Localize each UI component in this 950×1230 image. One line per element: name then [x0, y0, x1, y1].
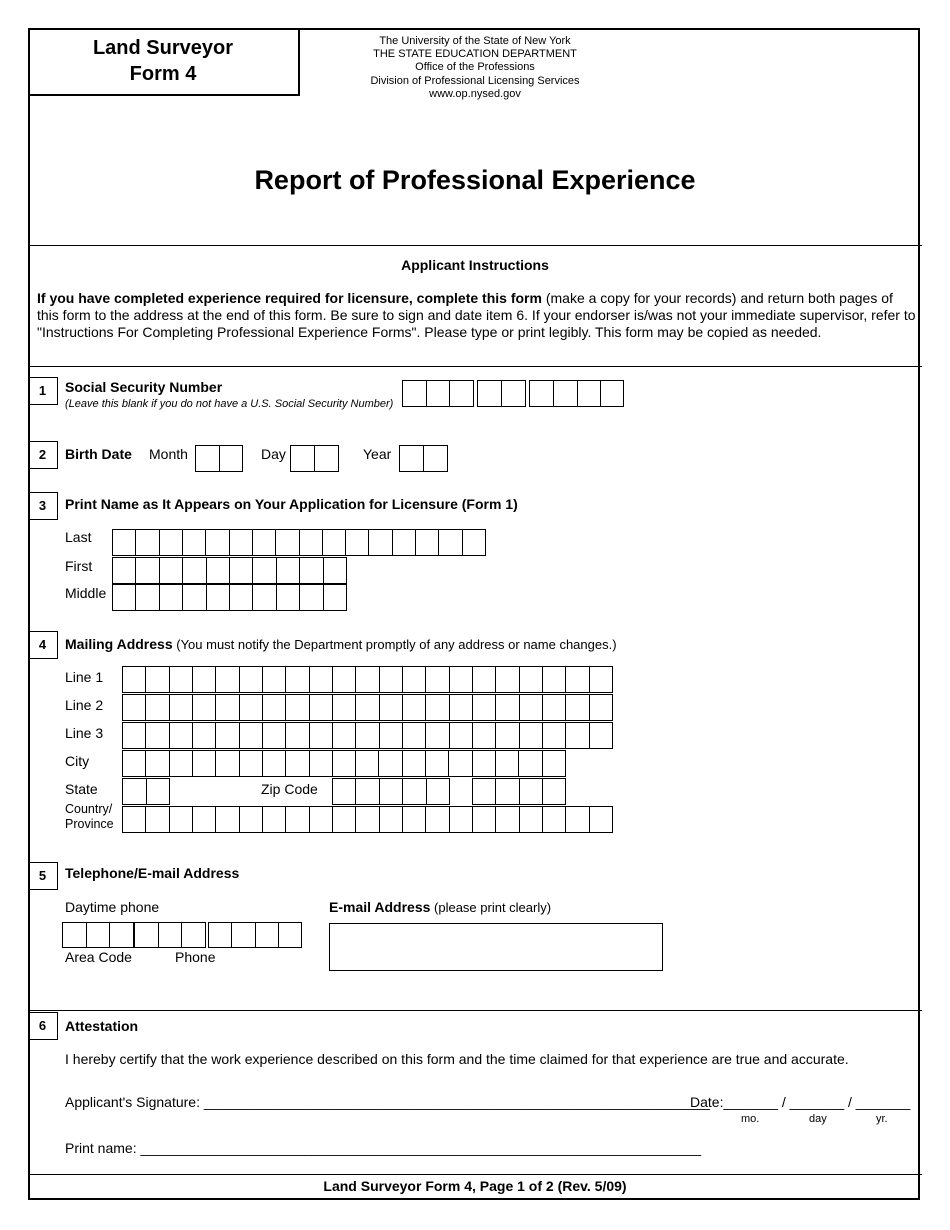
date-month-caption: mo. [741, 1113, 760, 1125]
first-name-input[interactable] [112, 557, 347, 584]
address-line2-input[interactable] [122, 694, 613, 721]
day-label: Day [261, 446, 286, 462]
address-line3-label: Line 3 [65, 725, 104, 741]
ssn-label: Social Security Number [65, 379, 223, 395]
item-number: 1 [28, 377, 58, 405]
name-label: Print Name as It Appears on Your Application for Licensure (Form 1) [65, 496, 518, 512]
form-id-box [28, 28, 300, 96]
instructions-text [37, 290, 917, 341]
year-label: Year [363, 446, 392, 462]
day-input[interactable] [290, 445, 339, 472]
city-label: City [65, 753, 90, 769]
address-line1-input[interactable] [122, 666, 613, 693]
email-input[interactable] [329, 923, 663, 971]
ssn-input-area[interactable] [402, 380, 474, 407]
ssn-hint: (Leave this blank if you do not have a U.S. Social Security Number) [65, 398, 394, 410]
divider [28, 366, 922, 367]
area-code-label: Area Code [65, 949, 132, 965]
form-border [28, 28, 920, 1200]
date-year-caption: yr. [876, 1113, 888, 1125]
item-number: 5 [28, 862, 58, 890]
date-line[interactable]: Date:_______ / _______ / _______ [690, 1094, 911, 1110]
instructions-lead: If you have completed experience required for licensure, complete this form [37, 290, 542, 306]
state-input[interactable] [122, 778, 170, 805]
phone-label: Phone [175, 949, 216, 965]
item-number: 3 [28, 492, 58, 520]
email-label-row [329, 899, 551, 915]
phone-line-input[interactable] [208, 922, 302, 948]
year-input[interactable] [399, 445, 448, 472]
agency-line: Office of the Professions [415, 61, 535, 74]
month-input[interactable] [195, 445, 243, 472]
attestation-label: Attestation [65, 1018, 139, 1034]
attestation-statement: I hereby certify that the work experience described on this form and the time claimed for that experience are true and accurate. [65, 1051, 849, 1067]
signature-line[interactable]: Applicant's Signature: _________________________________________________________________ [65, 1094, 710, 1110]
agency-website: www.op.nysed.gov [429, 87, 521, 100]
middle-name-label: Middle [65, 585, 107, 601]
ssn-input-serial[interactable] [529, 380, 624, 407]
zip-plus4-input[interactable] [472, 778, 566, 805]
middle-name-input[interactable] [112, 584, 347, 611]
address-line1-label: Line 1 [65, 669, 104, 685]
instructions-body: (make a copy for your records) and return both pages of this form to the address at the end of this form. Be sure to sign and date item 6. If your endorser is/was not your immediate supervisor, refer to "Instructions For Completing Professional Experience Forms". Please type or print legibly. This form may be copied as needed. [37, 290, 916, 340]
email-label: E-mail Address [329, 899, 431, 915]
print-name-line[interactable]: Print name: ________________________________________________________________________ [65, 1140, 702, 1156]
birth-date-label: Birth Date [65, 446, 132, 462]
agency-line: The University of the State of New York [379, 35, 571, 47]
item-number: 4 [28, 631, 58, 659]
city-input[interactable] [122, 750, 566, 777]
address-line3-input[interactable] [122, 722, 613, 749]
divider [28, 1010, 922, 1011]
phone-email-label: Telephone/E-mail Address [65, 865, 240, 881]
ssn-input-group[interactable] [477, 380, 526, 407]
divider [28, 1174, 922, 1175]
country-label-1: Country/ [65, 802, 113, 816]
last-name-input[interactable] [112, 529, 486, 556]
item-number: 6 [28, 1012, 58, 1040]
zip-label: Zip Code [261, 781, 318, 797]
first-name-label: First [65, 558, 93, 574]
last-name-label: Last [65, 529, 92, 545]
date-day-caption: day [809, 1113, 827, 1125]
item-number: 2 [28, 441, 58, 469]
address-label: Mailing Address [65, 636, 173, 652]
agency-line: Division of Professional Licensing Services [370, 74, 580, 87]
email-note: (please print clearly) [430, 900, 552, 915]
instructions-heading: Applicant Instructions [401, 257, 549, 273]
form-id-line1: Land Surveyor [92, 37, 234, 59]
state-label: State [65, 781, 98, 797]
agency-block [300, 35, 650, 101]
address-note: (You must notify the Department promptly of any address or name changes.) [172, 637, 617, 652]
month-label: Month [149, 446, 188, 462]
daytime-phone-label: Daytime phone [65, 899, 160, 915]
zip-input[interactable] [332, 778, 450, 805]
page-footer: Land Surveyor Form 4, Page 1 of 2 (Rev. 5/09) [323, 1178, 627, 1194]
address-label-row [65, 636, 617, 652]
page-title: Report of Professional Experience [254, 165, 696, 195]
form-id-line2: Form 4 [129, 63, 197, 85]
country-label-2: Province [65, 817, 114, 831]
phone-prefix-input[interactable] [134, 922, 206, 948]
country-input[interactable] [122, 806, 613, 833]
area-code-input[interactable] [62, 922, 134, 948]
divider [28, 245, 922, 246]
address-line2-label: Line 2 [65, 697, 104, 713]
agency-line: THE STATE EDUCATION DEPARTMENT [373, 48, 577, 61]
